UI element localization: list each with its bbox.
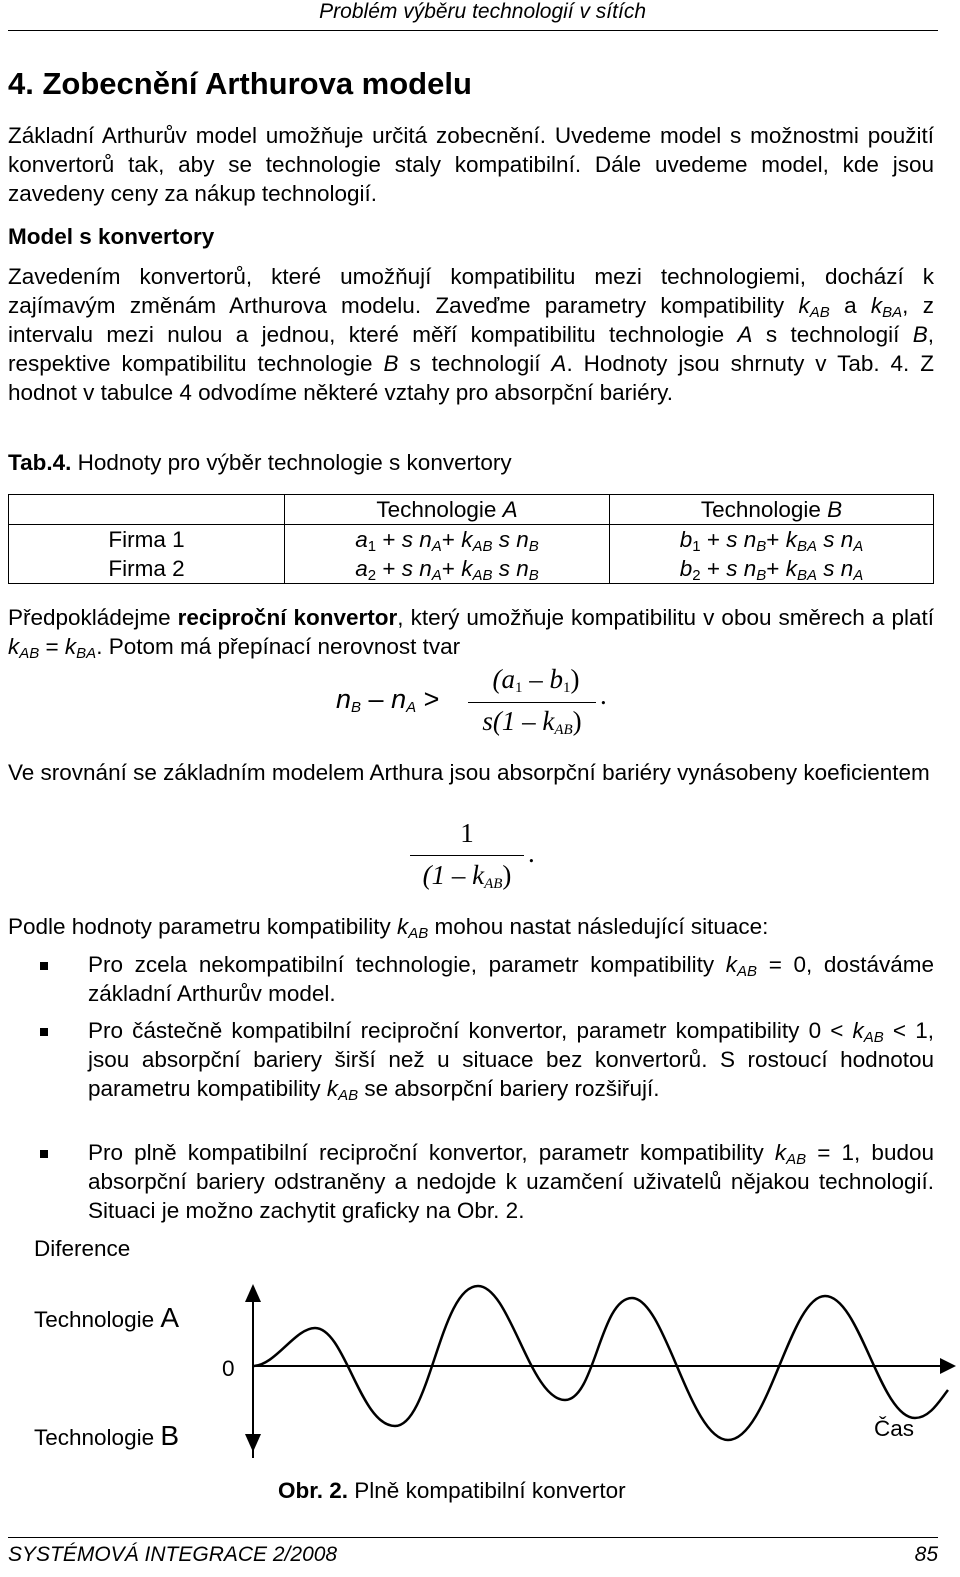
bullet-marker [40, 1150, 48, 1158]
table-header-row [9, 495, 934, 525]
list-item: Pro částečně kompatibilní reciproční konvertor, parametr kompatibility $0 < k_{AB} < 1$, jsou absorpční bariery širší než u situace bez konvertorů. S rostoucí hodnotou parametru kompatibility $k_{AB}$ se absorpční bariery rozšiřují. [88, 1018, 934, 1104]
zero-label: 0 [222, 1356, 235, 1381]
paragraph-situations: Podle hodnoty parametru kompatibility $k_{AB}$ mohou nastat následující situace: [8, 914, 769, 942]
formula2-denominator: $(1 - k_{AB})$ [422, 860, 512, 892]
table-row [9, 554, 934, 584]
formula2-numerator: 1 [460, 818, 474, 848]
running-header [0, 0, 960, 34]
paragraph-convertors: Zavedením konvertorů, které umožňují kompatibilitu mezi technologiemi, dochází k zajímavým změnám Arthurova modelu. Zaveďme parametry kompatibility $k_{AB}$ a $k_{BA}$, z intervalu mezi nulou a jednou, které měří kompatibilitu technologie A s technologií B, respektive kompatibilitu technologie B s technologií A. Hodnoty jsou shrnuty v Tab. 4. Z hodnot v tabulce 4 odvodíme některé vztahy pro absorpční bariéry. [8, 264, 934, 405]
header-rule [8, 30, 938, 31]
footer-rule [8, 1537, 938, 1538]
paragraph-coefficient: Ve srovnání se základním modelem Arthura jsou absorpční bariéry vynásobeny koeficientem [8, 760, 930, 785]
running-header-title: Problém výběru technologií v sítích [319, 0, 646, 23]
table-cell-firm: Firma 2 [9, 554, 285, 584]
x-axis-arrow [940, 1358, 956, 1374]
label-technology-a: Technologie A [34, 1302, 180, 1333]
bullet-marker [40, 1028, 48, 1036]
figure-diagram [0, 1230, 960, 1480]
page-number: 85 [914, 1543, 938, 1566]
formula-period: . [600, 680, 607, 710]
bullet-marker [40, 962, 48, 970]
formula-numerator: $(a_1 - b_1)$ [492, 664, 580, 696]
y-axis-arrow-up [245, 1284, 261, 1302]
table-cell-formula-b: $b_1 + s$ $n_B+ k_{BA}$ s $n_A$ [610, 525, 934, 555]
diagram-graphic [0, 1230, 960, 1480]
figure-caption: Obr. 2. Plně kompatibilní konvertor [278, 1478, 626, 1503]
table-header-tech-b: Technologie B [610, 495, 934, 525]
table-header-tech-a: Technologie A [285, 495, 610, 525]
footer-journal: SYSTÉMOVÁ INTEGRACE 2/2008 [8, 1543, 338, 1566]
formula2-fraction-bar [410, 855, 524, 856]
list-item: Pro zcela nekompatibilní technologie, parametr kompatibility $k_{AB} = 0$, dostáváme základní Arthurův model. [88, 952, 934, 1006]
values-table [8, 494, 934, 584]
difference-curve [253, 1286, 948, 1440]
intro-paragraph: Základní Arthurův model umožňuje určitá zobecnění. Uvedeme model s možnostmi použití konvertorů tak, aby se technologie staly kompatibilní. Dále uvedeme model, kde jsou zavedeny ceny za nákup technologií. [8, 123, 934, 206]
formula2-period: . [528, 838, 535, 868]
label-technology-b: Technologie B [34, 1420, 180, 1451]
x-axis-label: Čas [874, 1416, 915, 1441]
table-header-empty [9, 495, 285, 525]
section-heading: 4. Zobecnění Arthurova modelu [8, 66, 472, 101]
formula-fraction-bar [468, 702, 596, 703]
paragraph-reciprocal: Předpokládejme reciproční konvertor, který umožňuje kompatibilitu v obou směrech a platí $k_{AB} = k_{BA}$. Potom má přepínací nerovnost tvar [8, 605, 934, 662]
table-caption: Tab.4. Hodnoty pro výběr technologie s konvertory [8, 450, 512, 475]
table-cell-formula-a: $a_2 + s$ $n_A+ k_{AB}$ s $n_B$ [285, 554, 610, 584]
subsection-heading: Model s konvertory [8, 224, 215, 249]
list-item: Pro plně kompatibilní reciproční konvertor, parametr kompatibility $k_{AB} = 1$, budou absorpční bariery odstraněny a nedojde k uzamčení uživatelů nějakou technologií. Situaci je možno zachytit graficky na Obr. 2. [88, 1140, 934, 1223]
y-axis-arrow-down [245, 1434, 261, 1452]
table-cell-formula-a: $a_1 + s$ $n_A+ k_{AB}$ s $n_B$ [285, 525, 610, 555]
formula-denominator: $s(1 - k_{AB})$ [482, 706, 582, 738]
table-cell-firm: Firma 1 [9, 525, 285, 555]
table-row [9, 525, 934, 555]
table-cell-formula-b: $b_2 + s$ $n_B+ k_{BA}$ s $n_A$ [610, 554, 934, 584]
y-axis-label: Diference [34, 1236, 131, 1261]
formula-lhs: $n_B - n_A$ > [336, 684, 440, 716]
